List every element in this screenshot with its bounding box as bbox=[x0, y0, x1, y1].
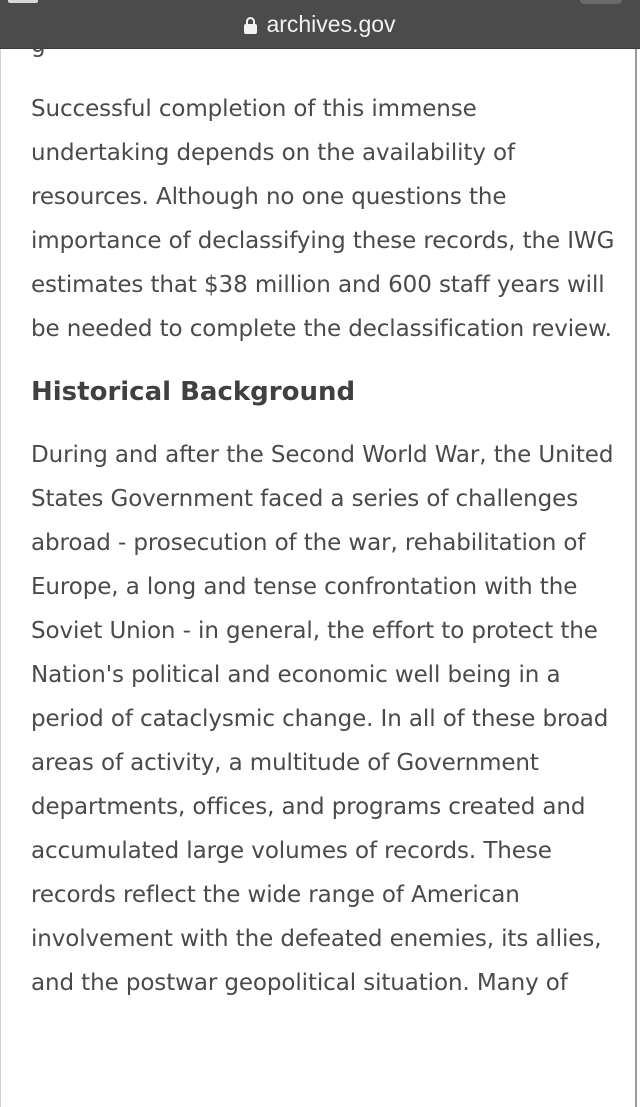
paragraph-historical-background: During and after the Second World War, the United States Government faced a series of challenges abroad - prosecution of the war, rehabilitation of Europe, a long and tense confrontation with the Soviet Union - in general, the effort to protect the Nation's political and economic well being in a period of cataclysmic change. In all of these broad areas of activity, a multitude of Government departments, offices, and programs created and accumulated large volumes of records. These records reflect the wide range of American involvement with the defeated enemies, its allies, and the postwar geopolitical situation. Many of bbox=[31, 442, 614, 996]
cut-off-text: g bbox=[31, 32, 46, 58]
page-content[interactable] bbox=[0, 32, 640, 1107]
url-display[interactable] bbox=[0, 8, 640, 40]
url-text: archives.gov bbox=[266, 10, 396, 37]
paragraph-resources: Successful completion of this immense undertaking depends on the availability of resources. Although no one questions the importance of declassifying these records, the IWG estimates that $38 million and 600 staff years will be needed to complete the declassification review. bbox=[31, 96, 615, 342]
section-heading: Historical Background bbox=[31, 377, 356, 407]
article-body bbox=[31, 32, 621, 1005]
lock-icon bbox=[244, 17, 257, 34]
status-bar-remnant-right bbox=[580, 0, 622, 4]
cut-off-text-line bbox=[31, 32, 621, 61]
browser-url-bar[interactable] bbox=[0, 0, 640, 49]
status-bar-remnant bbox=[8, 0, 38, 3]
